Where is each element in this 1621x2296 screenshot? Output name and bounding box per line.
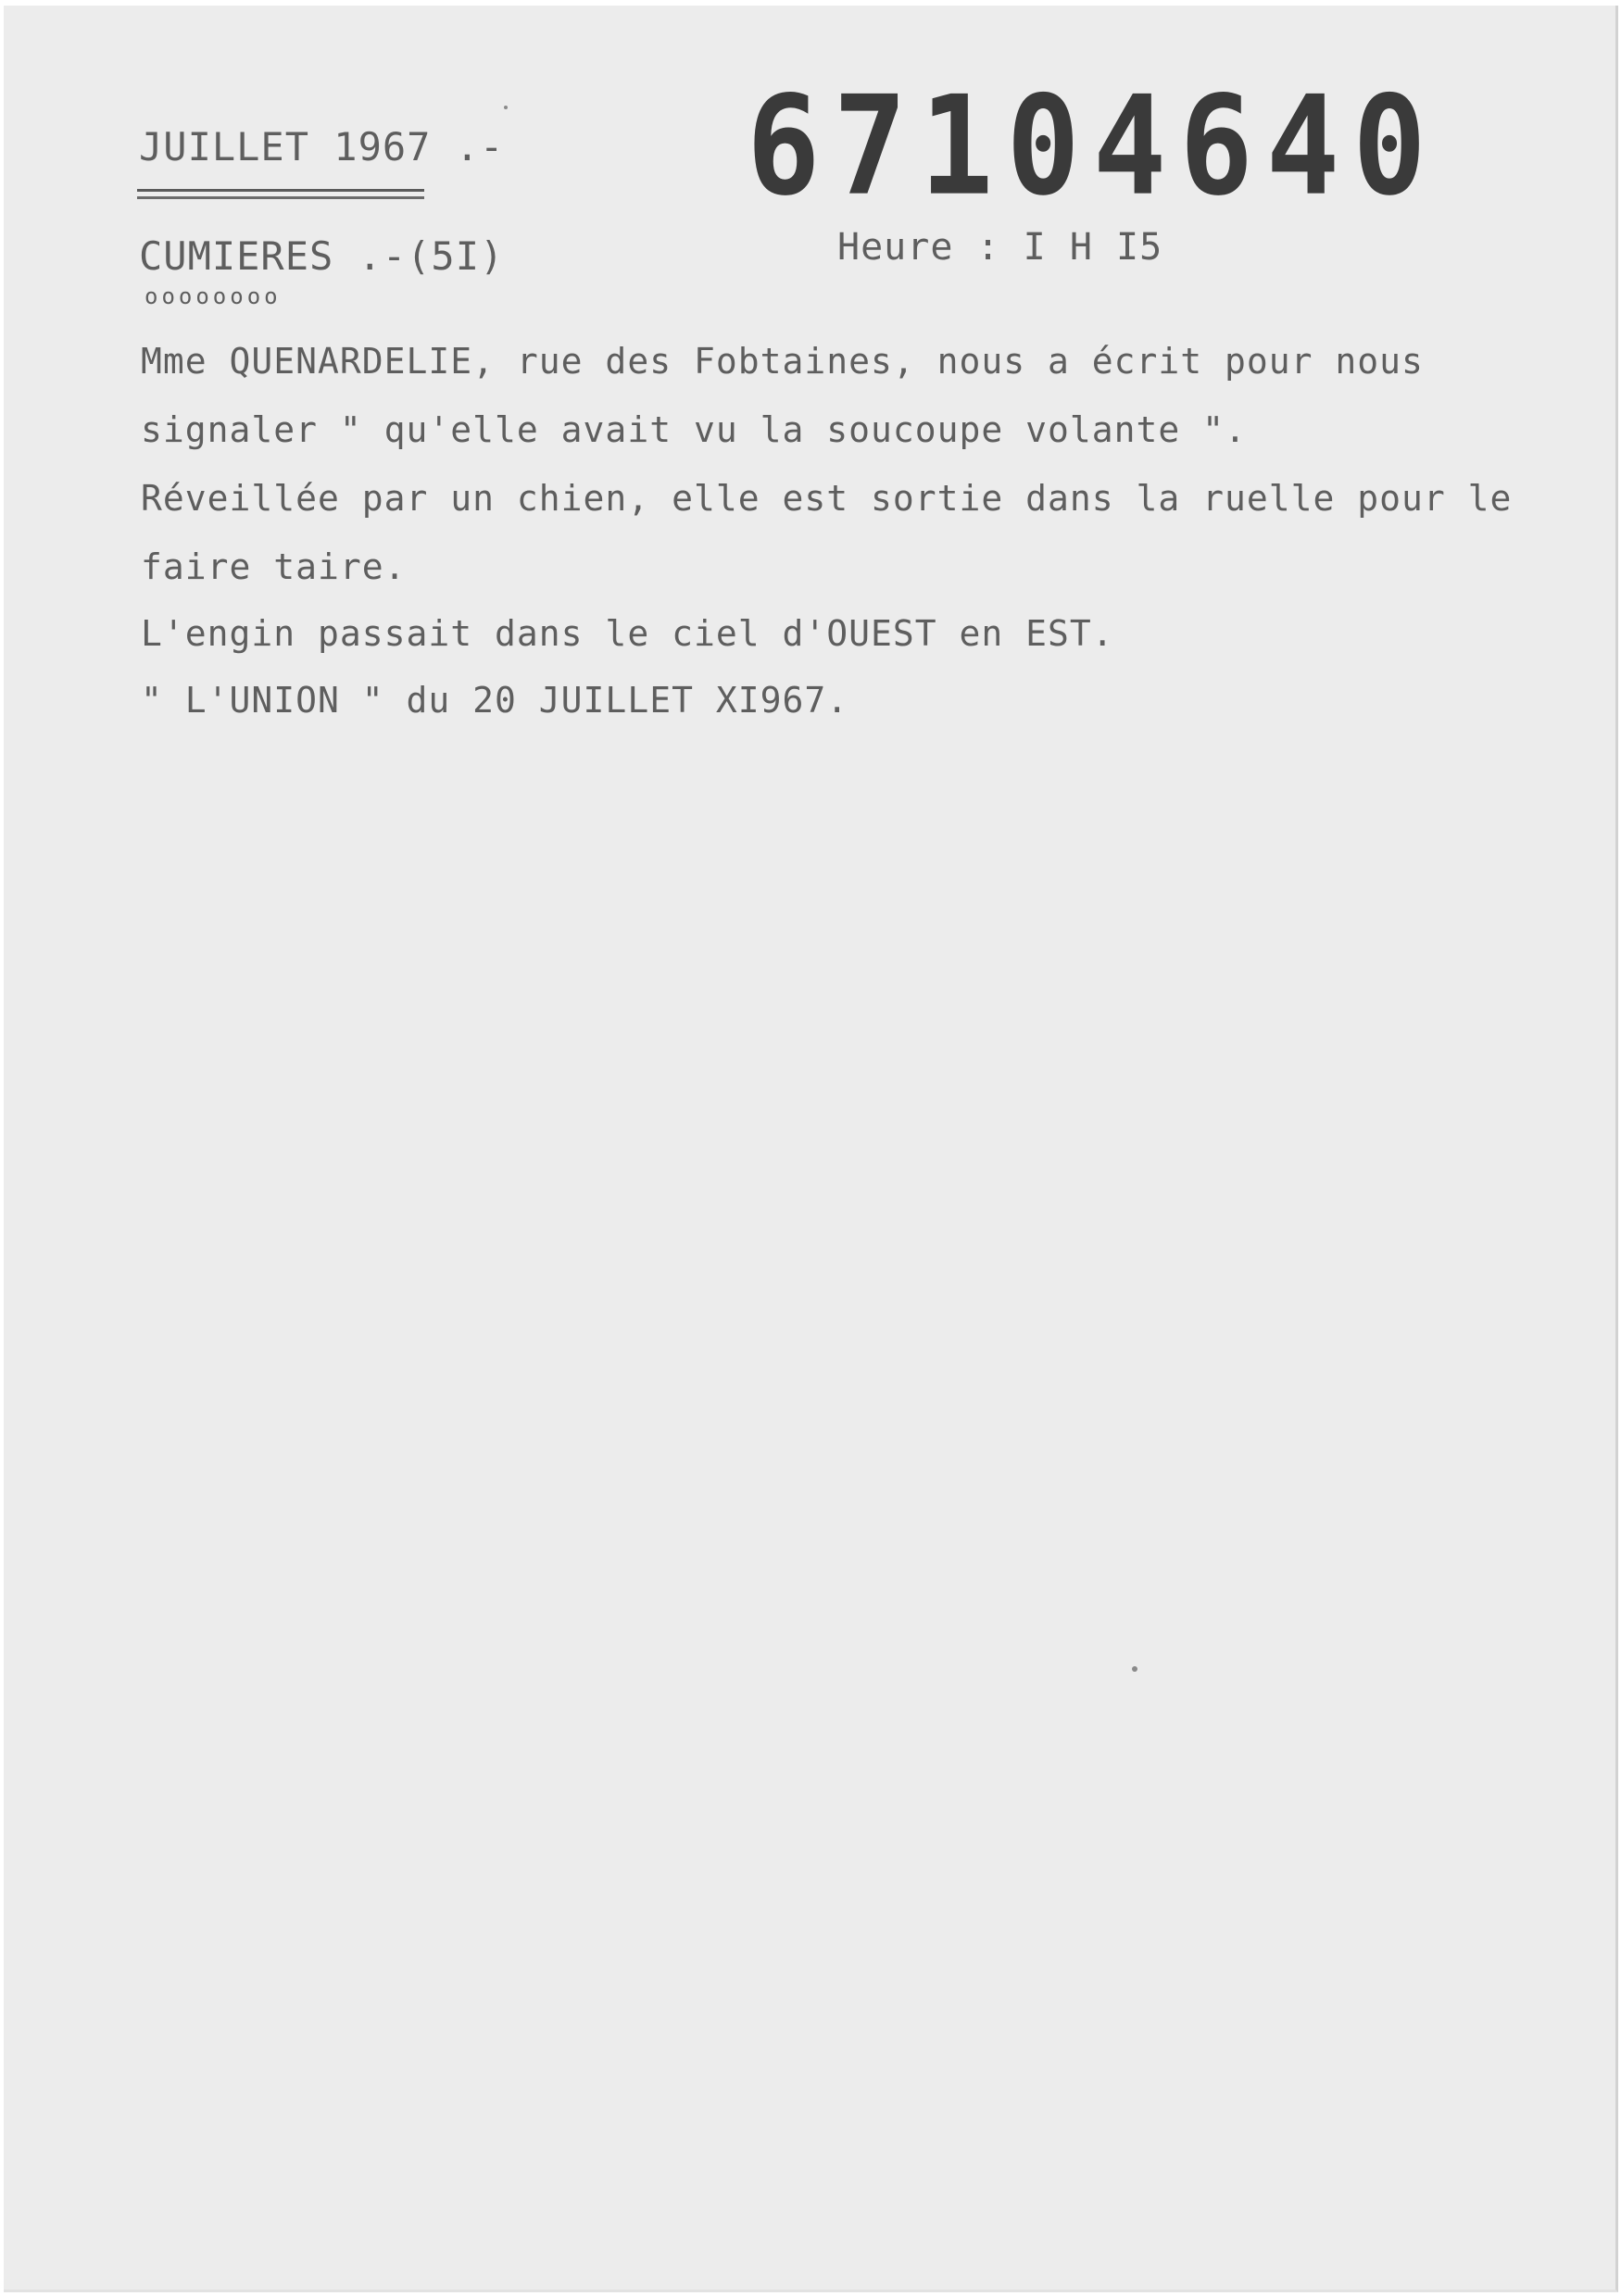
source-citation: " L'UNION " du 20 JUILLET XI967. <box>141 680 849 721</box>
body-line: Mme QUENARDELIE, rue des Fobtaines, nous a écrit pour nous <box>141 341 1424 382</box>
location-heading: CUMIERES .-(5I) <box>139 233 505 279</box>
paper-speck <box>1132 1666 1137 1672</box>
body-line: signaler " qu'elle avait vu la soucoupe volante ". <box>141 409 1247 450</box>
body-line: faire taire. <box>141 546 407 587</box>
body-line: Réveillée par un chien, elle est sortie dans la ruelle pour le <box>141 478 1513 519</box>
date-underline <box>137 189 424 199</box>
case-number-stamp: 67104640 <box>747 67 1439 227</box>
location-underline: oooooooo <box>145 283 282 309</box>
report-date: JUILLET 1967 .- <box>139 124 505 169</box>
report-hour: Heure : I H I5 <box>837 226 1163 269</box>
document-page <box>4 6 1618 2292</box>
body-line: L'engin passait dans le ciel d'OUEST en EST. <box>141 613 1114 654</box>
paper-speck <box>504 106 508 109</box>
